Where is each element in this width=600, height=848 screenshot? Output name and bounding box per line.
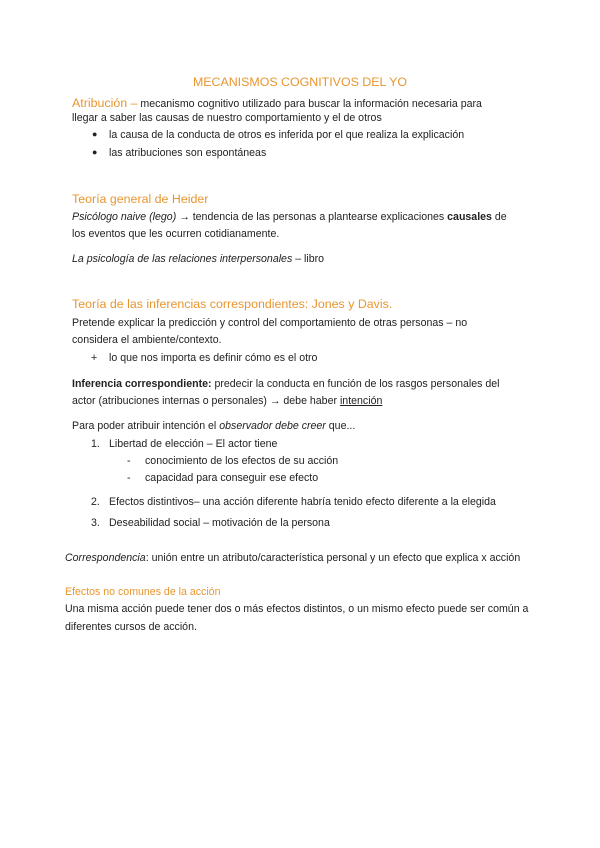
list-item: lo que nos importa es definir cómo es el otro	[109, 352, 318, 364]
correspondencia-term: Correspondencia	[65, 552, 146, 564]
list-item: la causa de la conducta de otros es inferida por el que realiza la explicación	[109, 129, 465, 141]
para-italic: observador debe creer	[219, 420, 326, 432]
heider-arrow-text: → tendencia de las personas a plantearse explicaciones	[179, 211, 445, 223]
list-item: Efectos distintivos– una acción diferente habría tenido efecto diferente a la elegida	[109, 496, 496, 508]
inferencia-text-2: actor (atribuciones internas o personales) → debe haber	[72, 395, 337, 407]
libro-suffix: – libro	[295, 253, 325, 265]
bullet-icon: ●	[92, 129, 98, 139]
correspondencia-text: : unión entre un atributo/característica personal y un efecto que explica x acción	[145, 552, 521, 564]
list-item: Deseabilidad social – motivación de la persona	[109, 517, 330, 529]
heider-de: de	[494, 211, 507, 223]
list-number: 2.	[91, 496, 100, 508]
inferencia-term: Inferencia correspondiente:	[72, 378, 212, 390]
atribucion-def-2: llegar a saber las causas de nuestro comportamiento y el de otros	[72, 112, 382, 124]
list-item: Libertad de elección – El actor tiene	[109, 438, 278, 450]
heider-line2: los eventos que les ocurren cotidianamente.	[72, 228, 280, 240]
dash-icon: -	[127, 455, 131, 467]
page-title: MECANISMOS COGNITIVOS DEL YO	[192, 75, 408, 89]
para-suffix: que...	[328, 420, 356, 432]
jd-line2: considera el ambiente/contexto.	[72, 334, 222, 346]
efectos-line2: diferentes cursos de acción.	[65, 621, 197, 633]
list-item: conocimiento de los efectos de su acción	[145, 455, 339, 467]
inferencia-line2	[72, 394, 382, 408]
atribucion-line1	[72, 95, 482, 111]
list-number: 1.	[91, 438, 100, 450]
intencion-underlined: intención	[339, 395, 383, 407]
section-heading-jones-davis: Teoría de las inferencias correspondientes: Jones y Davis.	[72, 297, 393, 311]
inferencia-line1	[72, 377, 500, 391]
atribucion-def-1: mecanismo cognitivo utilizado para buscar la información necesaria para	[140, 98, 482, 110]
plus-icon: +	[91, 352, 98, 364]
efectos-line1: Una misma acción puede tener dos o más efectos distintos, o un mismo efecto puede ser común a	[65, 603, 529, 615]
atribucion-label: Atribución –	[72, 96, 138, 110]
list-item: las atribuciones son espontáneas	[109, 147, 267, 159]
inferencia-text: predecir la conducta en función de los rasgos personales del	[214, 378, 500, 390]
psicologo-naive: Psicólogo naive (lego)	[72, 211, 177, 223]
section-heading-efectos: Efectos no comunes de la acción	[65, 586, 221, 598]
heider-line1	[72, 210, 507, 224]
para-line	[72, 419, 355, 433]
jd-line1: Pretende explicar la predicción y control del comportamiento de otras personas – no	[72, 317, 468, 329]
heider-libro	[72, 252, 324, 266]
list-item: capacidad para conseguir ese efecto	[145, 472, 319, 484]
causales-bold: causales	[447, 211, 492, 223]
para-prefix: Para poder atribuir intención el	[72, 420, 217, 432]
list-number: 3.	[91, 517, 100, 529]
correspondencia-line	[65, 551, 520, 565]
section-heading-heider: Teoría general de Heider	[72, 192, 209, 206]
libro-title: La psicología de las relaciones interpersonales	[72, 253, 293, 265]
dash-icon: -	[127, 472, 131, 484]
bullet-icon: ●	[92, 147, 98, 157]
